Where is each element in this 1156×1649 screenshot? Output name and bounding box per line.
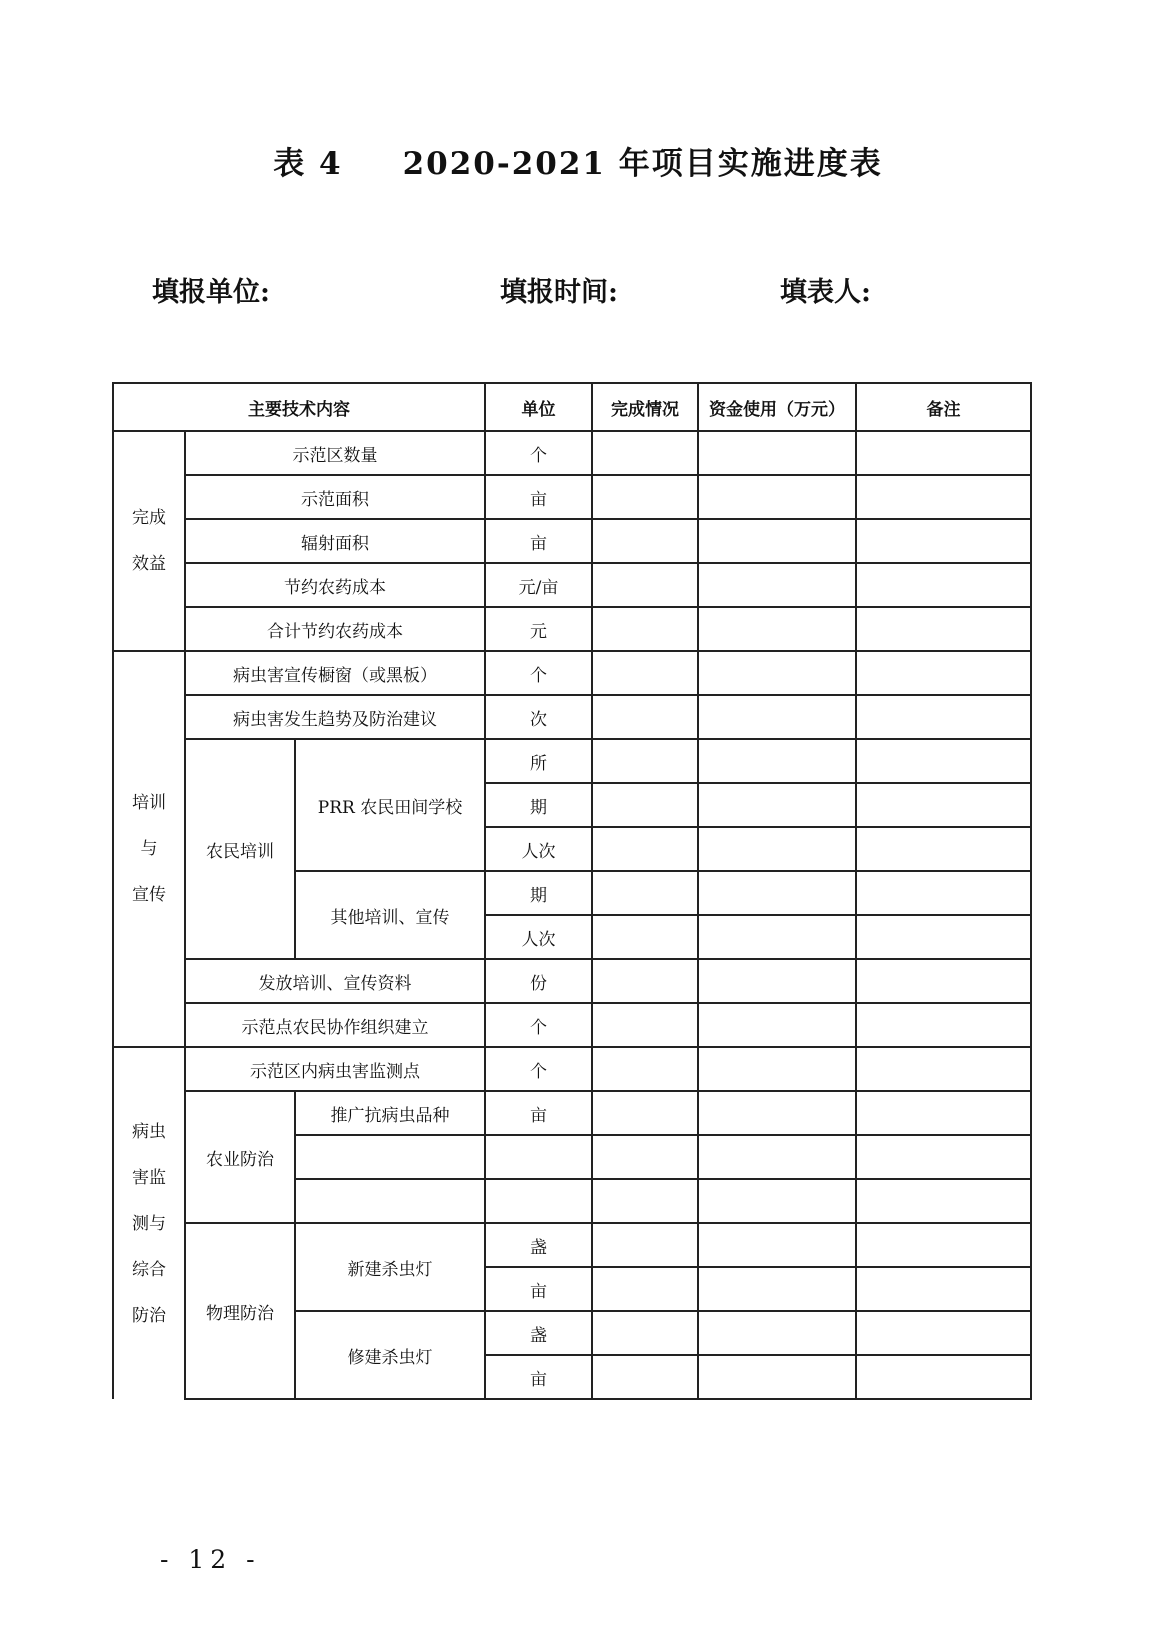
remarks-cell[interactable] [856, 563, 1031, 607]
row-label: 病虫害宣传橱窗（或黑板） [185, 651, 485, 695]
row-label: 示范区数量 [185, 431, 485, 475]
remarks-cell[interactable] [856, 475, 1031, 519]
group-pest: 病虫 害监 测与 综合 防治 [113, 1047, 185, 1399]
remarks-cell[interactable] [856, 959, 1031, 1003]
status-cell[interactable] [592, 475, 698, 519]
funds-cell[interactable] [698, 1003, 856, 1047]
remarks-cell[interactable] [856, 1047, 1031, 1091]
physical-control-label: 物理防治 [185, 1223, 295, 1399]
remarks-cell[interactable] [856, 1179, 1031, 1223]
status-cell[interactable] [592, 651, 698, 695]
funds-cell[interactable] [698, 783, 856, 827]
remarks-cell[interactable] [856, 607, 1031, 651]
funds-cell[interactable] [698, 1135, 856, 1179]
row-unit: 盏 [485, 1223, 592, 1267]
group-benefits: 完成 效益 [113, 431, 185, 651]
remarks-cell[interactable] [856, 783, 1031, 827]
table-row [113, 475, 1031, 519]
row-unit: 亩 [485, 1091, 592, 1135]
status-cell[interactable] [592, 1091, 698, 1135]
funds-cell[interactable] [698, 519, 856, 563]
remarks-cell[interactable] [856, 519, 1031, 563]
row-unit: 个 [485, 1003, 592, 1047]
new-lamp-label: 新建杀虫灯 [295, 1223, 485, 1311]
table-row [113, 695, 1031, 739]
fill-time-label: 填报时间: [500, 277, 618, 308]
row-unit: 亩 [485, 1355, 592, 1399]
funds-cell[interactable] [698, 1047, 856, 1091]
status-cell[interactable] [592, 1223, 698, 1267]
remarks-cell[interactable] [856, 651, 1031, 695]
row-unit: 份 [485, 959, 592, 1003]
remarks-cell[interactable] [856, 739, 1031, 783]
status-cell[interactable] [592, 783, 698, 827]
remarks-cell[interactable] [856, 431, 1031, 475]
fill-in-row [0, 270, 1156, 310]
table-row [113, 1003, 1031, 1047]
remarks-cell[interactable] [856, 827, 1031, 871]
blank-item-cell[interactable] [295, 1135, 485, 1179]
page-number: - 12 - [160, 1545, 261, 1574]
row-label: 示范点农民协作组织建立 [185, 1003, 485, 1047]
table-number: 表 4 [273, 146, 343, 182]
status-cell[interactable] [592, 1355, 698, 1399]
fill-person-label: 填表人: [780, 277, 871, 308]
status-cell[interactable] [592, 915, 698, 959]
row-unit: 人次 [485, 827, 592, 871]
row-unit: 次 [485, 695, 592, 739]
row-label: 示范区内病虫害监测点 [185, 1047, 485, 1091]
funds-cell[interactable] [698, 959, 856, 1003]
remarks-cell[interactable] [856, 1091, 1031, 1135]
row-unit: 盏 [485, 1311, 592, 1355]
status-cell[interactable] [592, 1003, 698, 1047]
row-label: 发放培训、宣传资料 [185, 959, 485, 1003]
status-cell[interactable] [592, 431, 698, 475]
row-unit: 亩 [485, 475, 592, 519]
table-row [113, 651, 1031, 695]
funds-cell[interactable] [698, 739, 856, 783]
group-training: 培训 与 宣传 [113, 651, 185, 1047]
status-cell[interactable] [592, 1135, 698, 1179]
funds-cell[interactable] [698, 651, 856, 695]
remarks-cell[interactable] [856, 1223, 1031, 1267]
status-cell[interactable] [592, 607, 698, 651]
row-label: 示范面积 [185, 475, 485, 519]
row-unit: 人次 [485, 915, 592, 959]
funds-cell[interactable] [698, 915, 856, 959]
repair-lamp-label: 修建杀虫灯 [295, 1311, 485, 1399]
agri-control-label: 农业防治 [185, 1091, 295, 1223]
page-title [0, 138, 1156, 183]
resistant-variety-label: 推广抗病虫品种 [295, 1091, 485, 1135]
remarks-cell[interactable] [856, 1311, 1031, 1355]
funds-cell[interactable] [698, 695, 856, 739]
fill-unit-label: 填报单位: [152, 277, 270, 308]
status-cell[interactable] [592, 519, 698, 563]
remarks-cell[interactable] [856, 1135, 1031, 1179]
prr-school-label: PRR 农民田间学校 [295, 739, 485, 871]
funds-cell[interactable] [698, 1091, 856, 1135]
status-cell[interactable] [592, 563, 698, 607]
status-cell[interactable] [592, 1311, 698, 1355]
header-content: 主要技术内容 [113, 383, 485, 431]
row-label: 节约农药成本 [185, 563, 485, 607]
farmer-training-label: 农民培训 [185, 739, 295, 959]
funds-cell[interactable] [698, 563, 856, 607]
row-label: 辐射面积 [185, 519, 485, 563]
blank-unit-cell[interactable] [485, 1179, 592, 1223]
other-training-label: 其他培训、宣传 [295, 871, 485, 959]
status-cell[interactable] [592, 739, 698, 783]
table-row [113, 431, 1031, 475]
row-unit: 个 [485, 651, 592, 695]
status-cell[interactable] [592, 1179, 698, 1223]
remarks-cell[interactable] [856, 1355, 1031, 1399]
table-row [113, 607, 1031, 651]
remarks-cell[interactable] [856, 1003, 1031, 1047]
row-unit: 亩 [485, 519, 592, 563]
row-unit: 元/亩 [485, 563, 592, 607]
header-remarks: 备注 [856, 383, 1031, 431]
remarks-cell[interactable] [856, 915, 1031, 959]
header-row [113, 383, 1031, 431]
table-row [113, 959, 1031, 1003]
row-label: 合计节约农药成本 [185, 607, 485, 651]
status-cell[interactable] [592, 1267, 698, 1311]
table-row [113, 1047, 1031, 1091]
funds-cell[interactable] [698, 475, 856, 519]
funds-cell[interactable] [698, 607, 856, 651]
row-unit: 期 [485, 871, 592, 915]
table-row [113, 739, 1031, 783]
remarks-cell[interactable] [856, 1267, 1031, 1311]
blank-unit-cell[interactable] [485, 1135, 592, 1179]
status-cell[interactable] [592, 1047, 698, 1091]
funds-cell[interactable] [698, 1311, 856, 1355]
header-unit: 单位 [485, 383, 592, 431]
row-unit: 所 [485, 739, 592, 783]
row-unit: 个 [485, 1047, 592, 1091]
row-unit: 个 [485, 431, 592, 475]
table-row [113, 1223, 1031, 1267]
table-row [113, 1091, 1031, 1135]
header-funds: 资金使用（万元） [698, 383, 856, 431]
row-unit: 期 [485, 783, 592, 827]
funds-cell[interactable] [698, 1223, 856, 1267]
funds-cell[interactable] [698, 871, 856, 915]
table-row [113, 519, 1031, 563]
row-label: 病虫害发生趋势及防治建议 [185, 695, 485, 739]
funds-cell[interactable] [698, 431, 856, 475]
table-row [113, 563, 1031, 607]
header-status: 完成情况 [592, 383, 698, 431]
funds-cell[interactable] [698, 827, 856, 871]
remarks-cell[interactable] [856, 871, 1031, 915]
progress-table [112, 382, 1032, 1400]
status-cell[interactable] [592, 827, 698, 871]
status-cell[interactable] [592, 871, 698, 915]
row-unit: 元 [485, 607, 592, 651]
remarks-cell[interactable] [856, 695, 1031, 739]
funds-cell[interactable] [698, 1179, 856, 1223]
funds-cell[interactable] [698, 1355, 856, 1399]
funds-cell[interactable] [698, 1267, 856, 1311]
status-cell[interactable] [592, 695, 698, 739]
status-cell[interactable] [592, 959, 698, 1003]
table-title: 2020-2021 年项目实施进度表 [402, 146, 883, 182]
blank-item-cell[interactable] [295, 1179, 485, 1223]
row-unit: 亩 [485, 1267, 592, 1311]
